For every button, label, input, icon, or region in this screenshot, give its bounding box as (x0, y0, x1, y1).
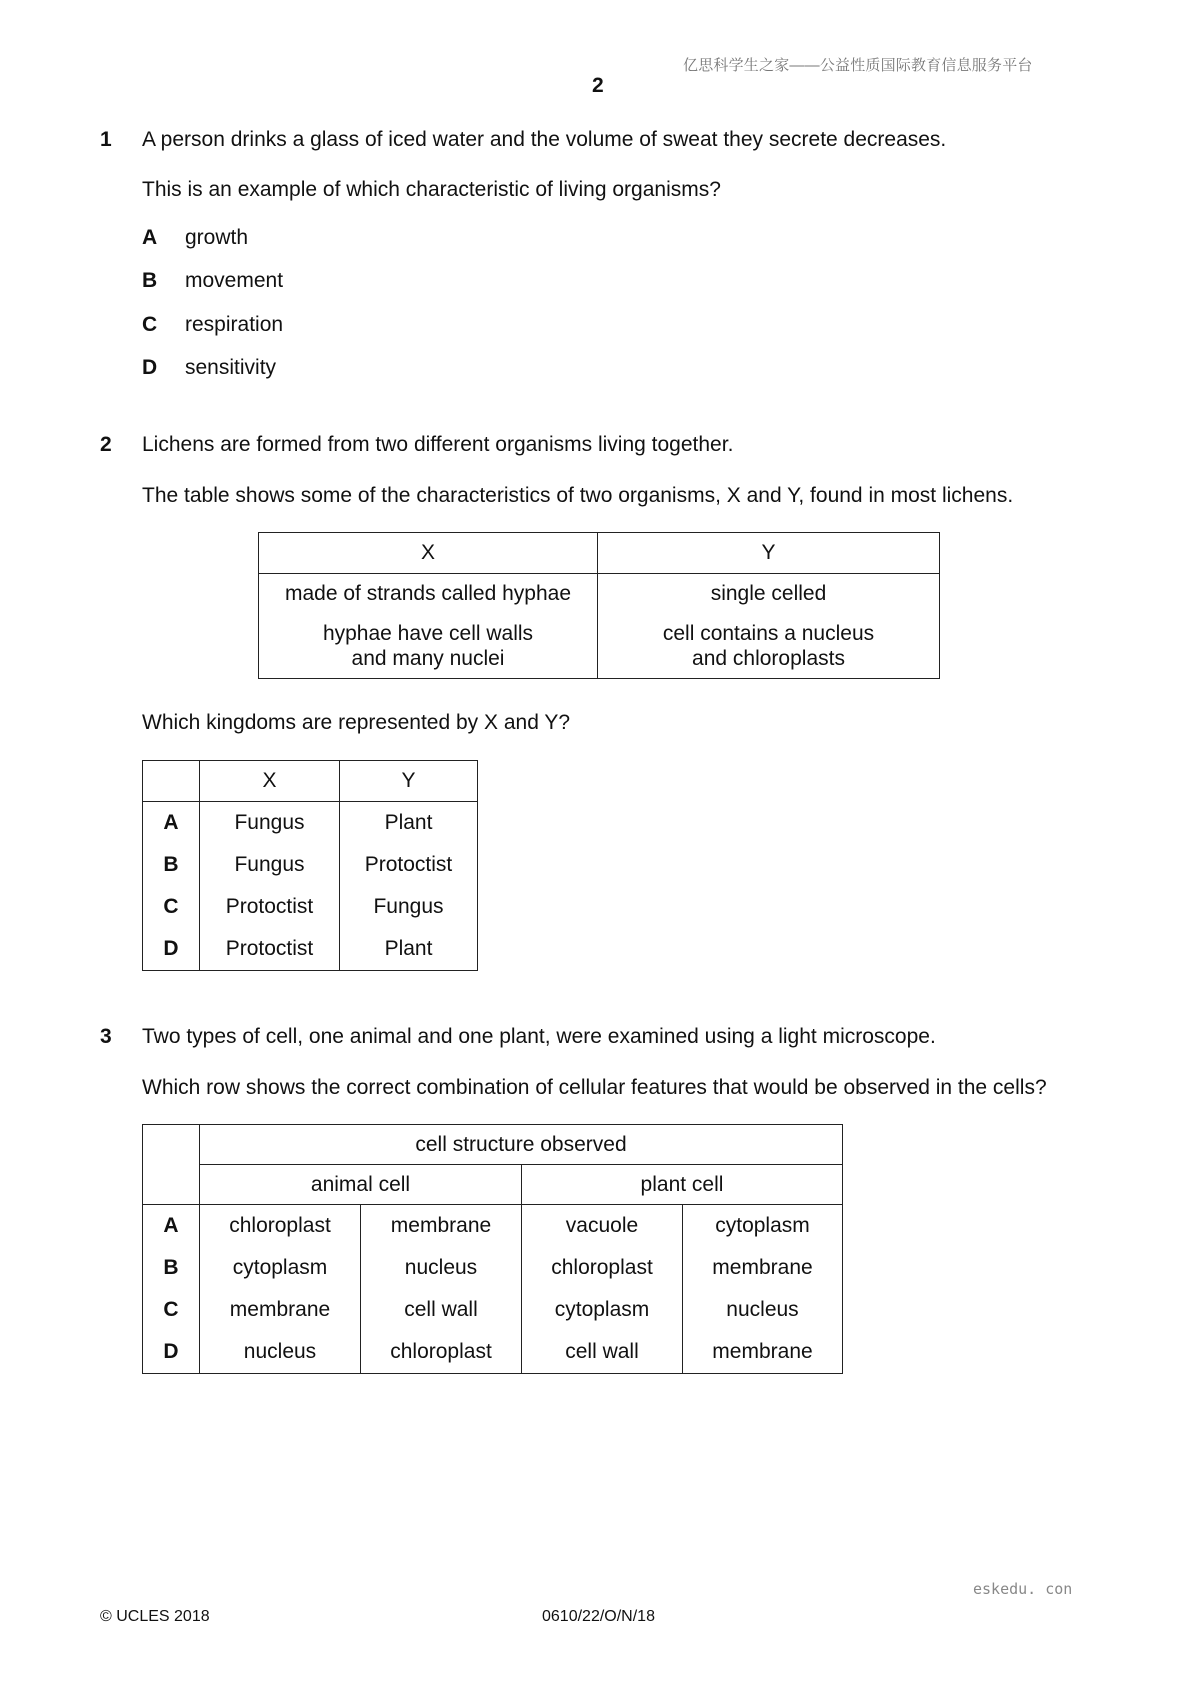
characteristics-table (258, 532, 940, 679)
q1-option-b (142, 269, 284, 293)
plant-feature-1: chloroplast (522, 1247, 683, 1289)
q1-question: This is an example of which characteristic of living organisms? (142, 178, 721, 201)
q3-stem: Two types of cell, one animal and one plant, were examined using a light microscope. (142, 1025, 936, 1048)
row-letter: C (143, 886, 200, 928)
animal-feature-1: cytoplasm (200, 1247, 361, 1289)
option-letter: A (142, 226, 158, 249)
option-text: movement (185, 269, 284, 292)
header-y: Y (340, 761, 478, 802)
row-letter: B (143, 844, 200, 886)
row-y: Protoctist (340, 844, 478, 886)
kingdoms-answer-table (142, 760, 478, 971)
q2-number: 2 (100, 433, 112, 456)
row-y: Plant (340, 928, 478, 971)
row-y: Fungus (340, 886, 478, 928)
row-letter: D (143, 928, 200, 971)
answer-row-c (143, 886, 478, 928)
plant-feature-1: cell wall (522, 1331, 683, 1374)
row-x: Protoctist (200, 886, 340, 928)
option-text: respiration (185, 313, 284, 336)
q2-stem: Lichens are formed from two different organisms living together. (142, 433, 734, 456)
x-row2 (259, 614, 598, 679)
row-letter: D (143, 1331, 200, 1374)
animal-feature-2: chloroplast (361, 1331, 522, 1374)
header-x: X (200, 761, 340, 802)
answer-row-d (143, 1331, 843, 1374)
plant-feature-1: cytoplasm (522, 1289, 683, 1331)
header-watermark: 亿思科学生之家——公益性质国际教育信息服务平台 (683, 57, 1033, 74)
header-y: Y (598, 533, 940, 574)
footer-copyright: © UCLES 2018 (100, 1608, 210, 1625)
option-text: growth (185, 226, 249, 249)
header-x: X (259, 533, 598, 574)
option-letter: B (142, 269, 158, 292)
row-letter: C (143, 1289, 200, 1331)
answer-row-c (143, 1289, 843, 1331)
animal-feature-2: nucleus (361, 1247, 522, 1289)
q3-question: Which row shows the correct combination of cellular features that would be observed in the cells? (142, 1076, 1047, 1099)
x-row2-line2: and many nuclei (351, 647, 505, 670)
cell-structure-table (142, 1124, 843, 1374)
y-row2 (598, 614, 940, 679)
plant-feature-2: membrane (683, 1331, 843, 1374)
plant-cell-header: plant cell (522, 1165, 843, 1205)
super-header: cell structure observed (200, 1125, 843, 1165)
q3-number: 3 (100, 1025, 112, 1048)
q1-number: 1 (100, 128, 112, 151)
footer-watermark: eskedu. con (973, 1580, 1073, 1598)
animal-feature-1: nucleus (200, 1331, 361, 1374)
row-letter: B (143, 1247, 200, 1289)
corner-cell (143, 1125, 200, 1205)
page-number: 2 (592, 74, 604, 97)
q2-question: Which kingdoms are represented by X and Y? (142, 711, 571, 734)
plant-feature-1: vacuole (522, 1205, 683, 1248)
plant-feature-2: cytoplasm (683, 1205, 843, 1248)
option-text: sensitivity (185, 356, 277, 379)
row-x: Fungus (200, 844, 340, 886)
q1-stem: A person drinks a glass of iced water and the volume of sweat they secrete decreases. (142, 128, 947, 151)
footer-paper-code: 0610/22/O/N/18 (542, 1608, 655, 1625)
y-row2-line2: and chloroplasts (692, 647, 845, 670)
row-x: Fungus (200, 802, 340, 845)
y-row2-line1: cell contains a nucleus (662, 622, 875, 645)
x-row1: made of strands called hyphae (259, 574, 598, 615)
q1-option-c (142, 313, 284, 337)
q1-option-a (142, 226, 249, 250)
animal-feature-1: membrane (200, 1289, 361, 1331)
animal-feature-2: membrane (361, 1205, 522, 1248)
answer-row-b (143, 1247, 843, 1289)
animal-cell-header: animal cell (200, 1165, 522, 1205)
option-letter: C (142, 313, 158, 336)
animal-feature-1: chloroplast (200, 1205, 361, 1248)
row-y: Plant (340, 802, 478, 845)
x-row2-line1: hyphae have cell walls (322, 622, 534, 645)
row-x: Protoctist (200, 928, 340, 971)
animal-feature-2: cell wall (361, 1289, 522, 1331)
y-row1: single celled (598, 574, 940, 615)
option-letter: D (142, 356, 158, 379)
plant-feature-2: membrane (683, 1247, 843, 1289)
row-letter: A (143, 1205, 200, 1248)
q1-option-d (142, 356, 277, 380)
answer-row-d (143, 928, 478, 971)
answer-row-a (143, 1205, 843, 1248)
answer-row-a (143, 802, 478, 845)
corner-cell (143, 761, 200, 802)
q2-intro: The table shows some of the characteristics of two organisms, X and Y, found in most lichens. (142, 484, 1014, 507)
row-letter: A (143, 802, 200, 845)
plant-feature-2: nucleus (683, 1289, 843, 1331)
answer-row-b (143, 844, 478, 886)
